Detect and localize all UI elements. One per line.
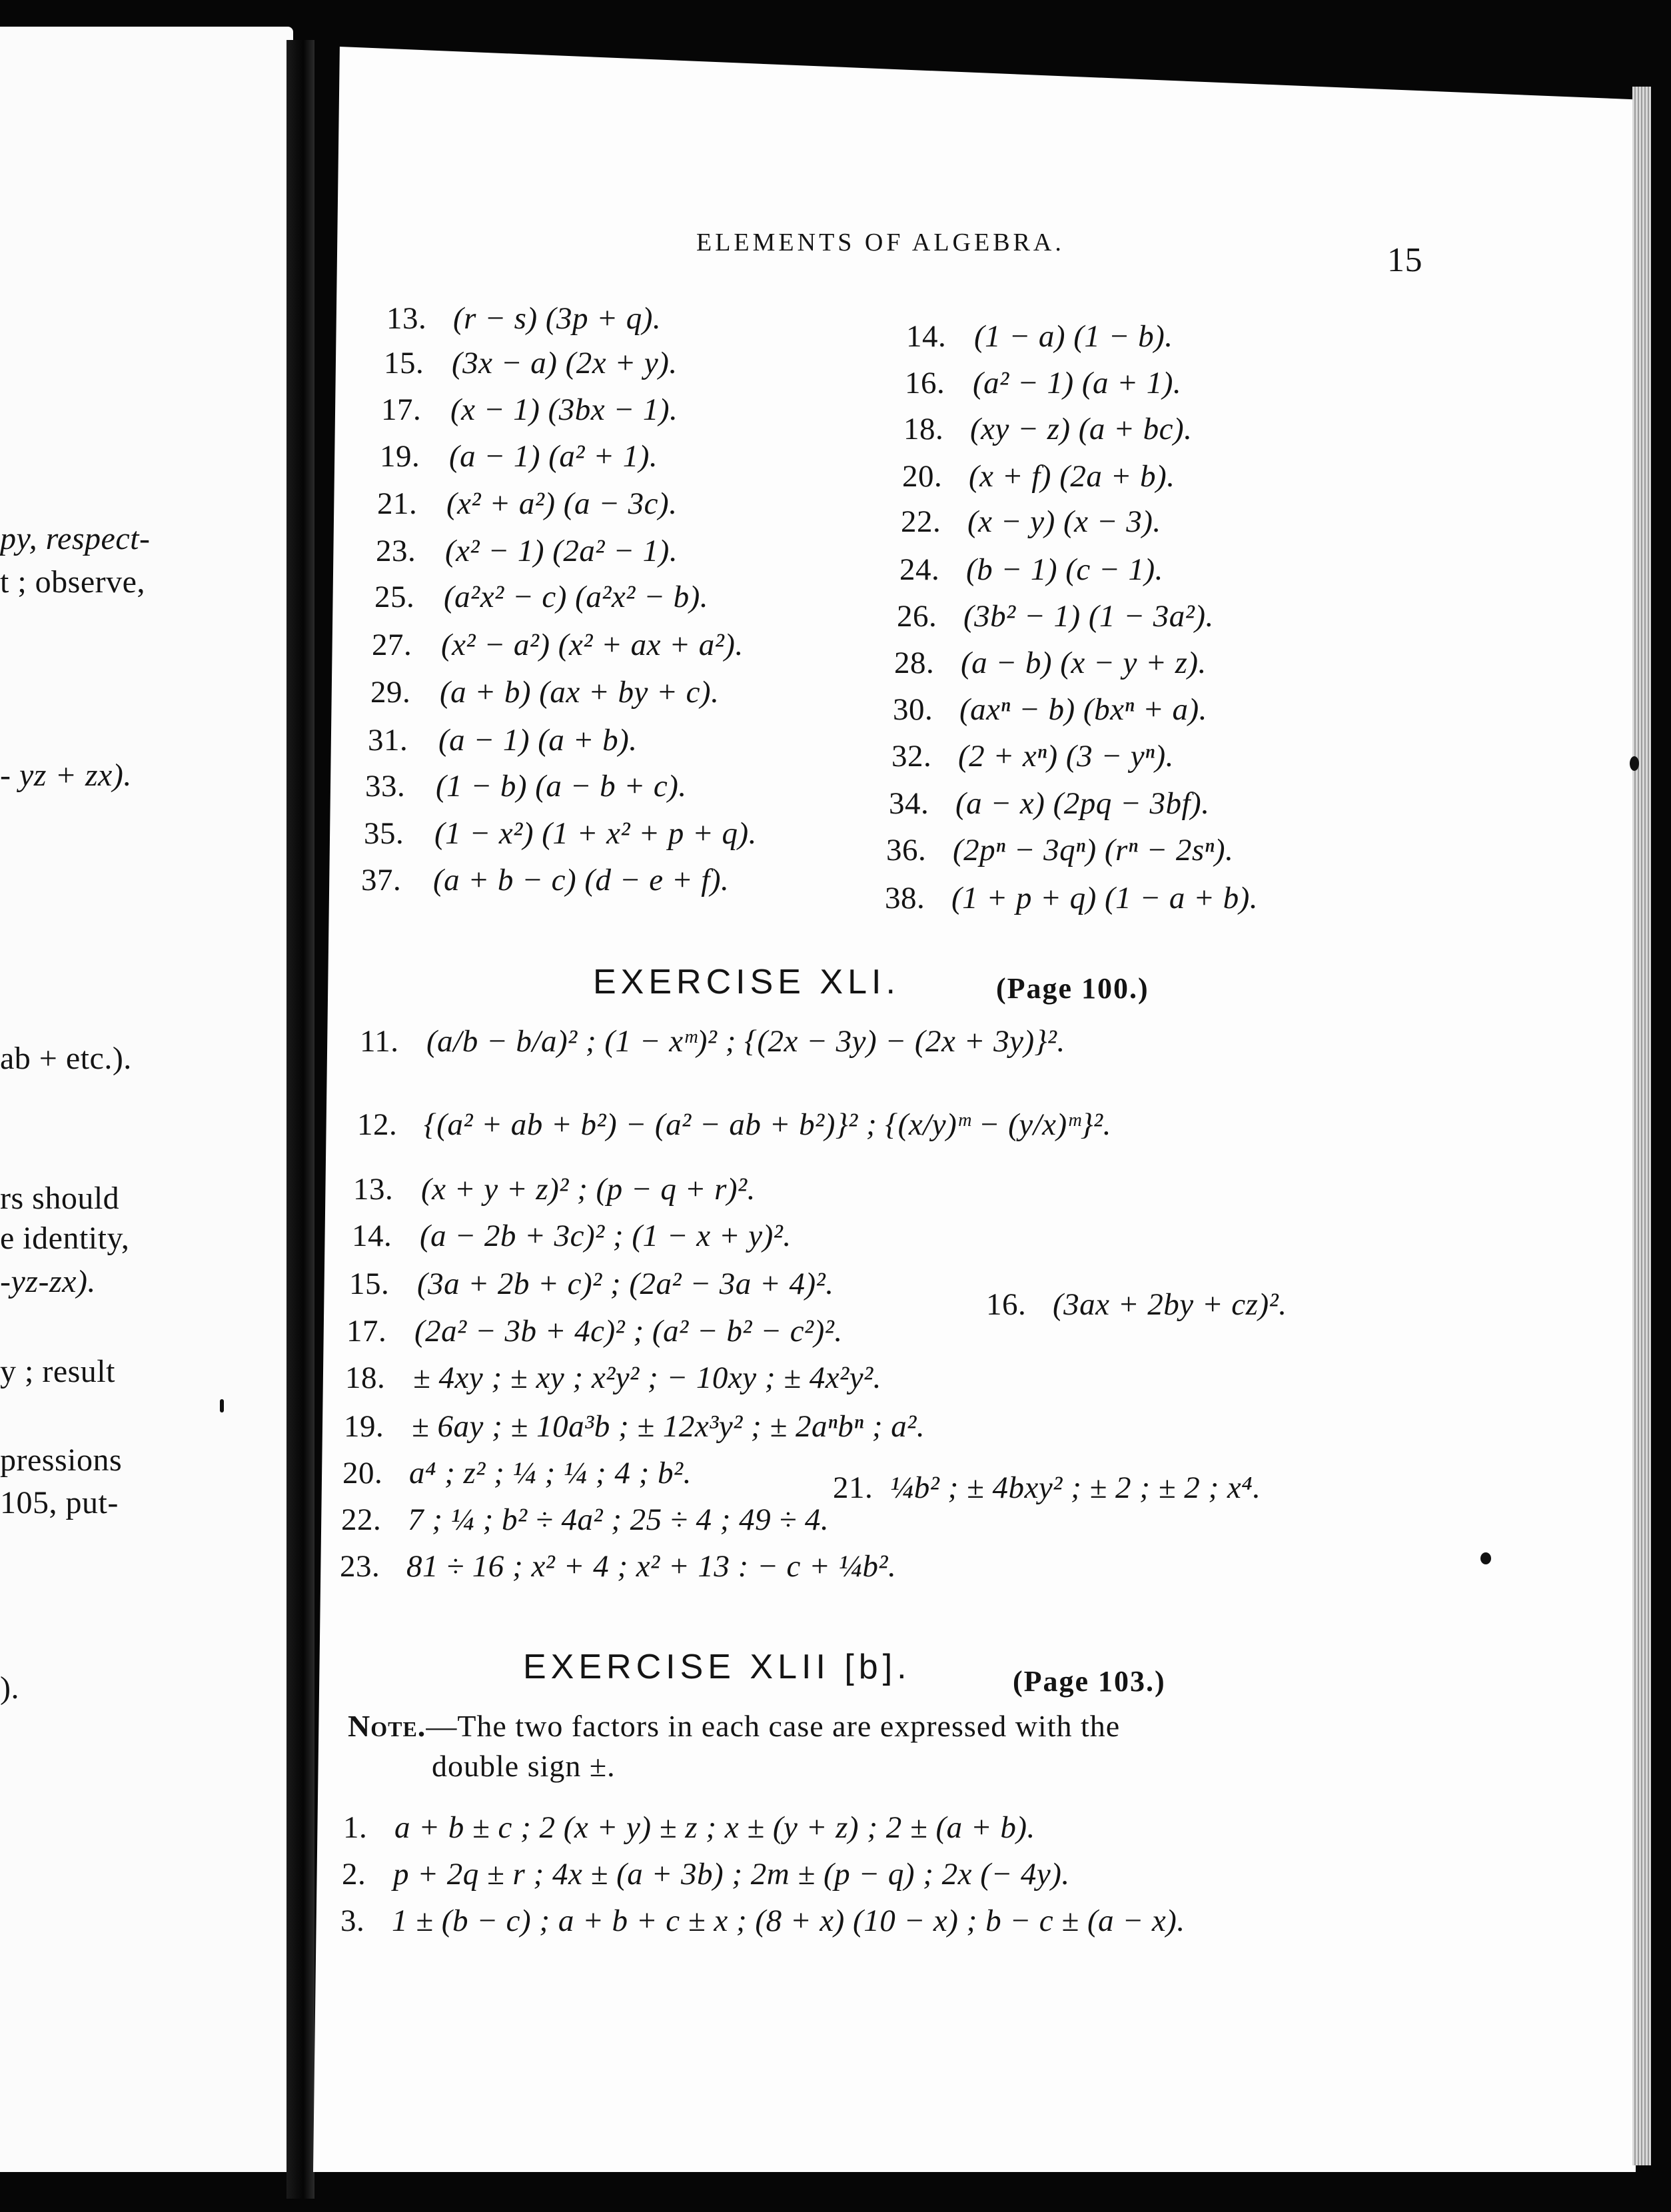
left-page-fragment: 105, put- [0, 1485, 119, 1520]
answer-number: 11. [360, 1024, 399, 1059]
answer-expression: (a/b − b/a)² ; (1 − xᵐ)² ; {(2x − 3y) − (2x + 3y)}². [426, 1024, 1065, 1059]
left-page-fragment: rs should [0, 1181, 120, 1216]
answer-number: 22. [901, 504, 941, 539]
answer-number: 35. [364, 816, 404, 851]
note-text: —The two factors in each case are expressed with the [426, 1709, 1121, 1743]
speck [1480, 1552, 1491, 1564]
answer-number: 34. [889, 786, 929, 821]
answer-number: 21. [833, 1470, 873, 1505]
page-edge [1632, 87, 1651, 2165]
answer-number: 17. [381, 392, 422, 427]
answer-expression: (x − y) (x − 3). [967, 504, 1161, 539]
answer-expression: (axⁿ − b) (bxⁿ + a). [959, 692, 1207, 727]
answer-number: 36. [886, 833, 927, 867]
answer-number: 28. [894, 646, 935, 680]
answer-expression: p + 2q ± r ; 4x ± (a + 3b) ; 2m ± (p − q) ; 2x (− 4y). [393, 1857, 1070, 1892]
answer-expression: a + b ± c ; 2 (x + y) ± z ; x ± (y + z) ; 2 ± (a + b). [394, 1810, 1035, 1845]
exercise-page-ref: (Page 103.) [1013, 1665, 1166, 1698]
answer-expression: (a − x) (2pq − 3bf). [955, 786, 1210, 821]
answer-expression: (3b² − 1) (1 − 3a²). [963, 599, 1214, 634]
answer-number: 16. [905, 366, 945, 400]
answer-number: 12. [357, 1107, 398, 1142]
answer-expression: (2pⁿ − 3qⁿ) (rⁿ − 2sⁿ). [953, 833, 1234, 867]
answer-expression: (a + b) (ax + by + c). [440, 675, 720, 710]
answer-expression: (x² + a²) (a − 3c). [446, 486, 678, 521]
answer-number: 31. [368, 723, 408, 758]
answer-expression: (x + f) (2a + b). [969, 459, 1175, 494]
answer-expression: (r − s) (3p + q). [453, 301, 662, 336]
answer-number: 25. [374, 580, 415, 614]
note [348, 1711, 1120, 1742]
answer-expression: (a + b − c) (d − e + f). [433, 863, 730, 897]
exercise-title: EXERCISE XLII [b]. [523, 1648, 911, 1686]
answer-expression: 81 ÷ 16 ; x² + 4 ; x² + 13 : − c + ¼b². [406, 1549, 897, 1584]
speck [220, 1399, 224, 1412]
answer-expression: {(a² + ab + b²) − (a² − ab + b²)}² ; {(x/y)ᵐ − (y/x)ᵐ}². [424, 1107, 1111, 1142]
left-page-fragment: y ; result [0, 1354, 115, 1389]
answer-number: 30. [893, 692, 933, 727]
answer-expression: (1 − x²) (1 + x² + p + q). [434, 816, 757, 851]
answer-number: 16. [986, 1287, 1027, 1322]
answer-number: 37. [361, 863, 402, 897]
answer-number: 15. [384, 346, 424, 380]
answer-expression: 1 ± (b − c) ; a + b + c ± x ; (8 + x) (10 − x) ; b − c ± (a − x). [392, 1904, 1185, 1938]
exercise-page-ref: (Page 100.) [996, 972, 1149, 1005]
note-label: Note. [348, 1709, 426, 1743]
left-page-fragment: ). [0, 1670, 19, 1706]
left-page-fragment: -yz-zx). [0, 1264, 96, 1299]
answer-expression: a⁴ ; z² ; ¼ ; ¼ ; 4 ; b². [409, 1456, 692, 1490]
answer-expression: (x² − 1) (2a² − 1). [445, 534, 678, 568]
answer-expression: (a − 1) (a² + 1). [449, 439, 658, 474]
answer-number: 13. [386, 301, 427, 336]
answer-expression: (x − 1) (3bx − 1). [450, 392, 678, 427]
answer-expression: (x + y + z)² ; (p − q + r)². [421, 1172, 756, 1207]
answer-number: 2. [342, 1857, 366, 1892]
answer-expression: (3ax + 2by + cz)². [1053, 1287, 1287, 1322]
answer-expression: (a²x² − c) (a²x² − b). [444, 580, 708, 614]
answer-number: 20. [902, 459, 943, 494]
answer-expression: (a − b) (x − y + z). [961, 646, 1207, 680]
exercise-title: EXERCISE XLI. [593, 963, 900, 1001]
answer-number: 23. [376, 534, 416, 568]
answer-number: 14. [352, 1219, 392, 1253]
answer-number: 32. [891, 739, 932, 774]
answer-expression: (xy − z) (a + bc). [970, 412, 1193, 446]
answer-number: 29. [370, 675, 411, 710]
answer-expression: (1 − a) (1 − b). [974, 319, 1173, 354]
answer-expression: (a² − 1) (a + 1). [973, 366, 1182, 400]
answer-expression: (2 + xⁿ) (3 − yⁿ). [958, 739, 1174, 774]
left-page-fragment: e identity, [0, 1221, 130, 1256]
answer-number: 21. [377, 486, 418, 521]
left-page-fragment: pressions [0, 1442, 123, 1478]
answer-number: 18. [903, 412, 944, 446]
left-page-fragment: t ; observe, [0, 564, 145, 600]
answer-expression: ¼b² ; ± 4bxy² ; ± 2 ; ± 2 ; x⁴. [890, 1470, 1261, 1505]
gutter-shadow [286, 40, 314, 2199]
running-head: ELEMENTS OF ALGEBRA. [696, 229, 1065, 257]
answer-number: 23. [340, 1549, 380, 1584]
left-page-fragment: - yz + zx). [0, 758, 132, 793]
answer-expression: (1 − b) (a − b + c). [436, 769, 687, 804]
left-page-fragment: py, respect- [0, 521, 151, 556]
left-page-fragment: ab + etc.). [0, 1041, 132, 1076]
left-page [0, 27, 293, 2172]
answer-number: 22. [341, 1502, 382, 1537]
answer-expression: ± 4xy ; ± xy ; x²y² ; − 10xy ; ± 4x²y². [413, 1361, 881, 1395]
answer-expression: ± 6ay ; ± 10a³b ; ± 12x³y² ; ± 2aⁿbⁿ ; a². [412, 1409, 925, 1444]
answer-number: 27. [372, 628, 412, 662]
answer-number: 1. [343, 1810, 368, 1845]
answer-number: 33. [365, 769, 406, 804]
answer-expression: (3x − a) (2x + y). [452, 346, 678, 380]
answer-number: 18. [345, 1361, 386, 1395]
answer-expression: 7 ; ¼ ; b² ÷ 4a² ; 25 ÷ 4 ; 49 ÷ 4. [408, 1502, 830, 1537]
answer-expression: (a − 2b + 3c)² ; (1 − x + y)². [420, 1219, 792, 1253]
answer-number: 38. [885, 881, 925, 915]
answer-number: 26. [897, 599, 937, 634]
answer-expression: (x² − a²) (x² + ax + a²). [441, 628, 744, 662]
answer-expression: (a − 1) (a + b). [438, 723, 638, 758]
answer-number: 20. [342, 1456, 383, 1490]
answer-number: 17. [346, 1314, 387, 1349]
answer-number: 15. [349, 1267, 390, 1301]
answer-expression: (1 + p + q) (1 − a + b). [951, 881, 1258, 915]
answer-number: 3. [340, 1904, 365, 1938]
answer-number: 19. [380, 439, 420, 474]
answer-expression: (2a² − 3b + 4c)² ; (a² − b² − c²)². [414, 1314, 843, 1349]
note-continuation: double sign ±. [432, 1749, 616, 1783]
answer-number: 19. [344, 1409, 384, 1444]
answer-number: 13. [353, 1172, 394, 1207]
answer-number: 14. [906, 319, 947, 354]
answer-expression: (b − 1) (c − 1). [966, 552, 1163, 587]
speck [1630, 756, 1639, 771]
answer-number: 24. [899, 552, 940, 587]
answer-expression: (3a + 2b + c)² ; (2a² − 3a + 4)². [417, 1267, 834, 1301]
page-number: 15 [1387, 241, 1422, 279]
